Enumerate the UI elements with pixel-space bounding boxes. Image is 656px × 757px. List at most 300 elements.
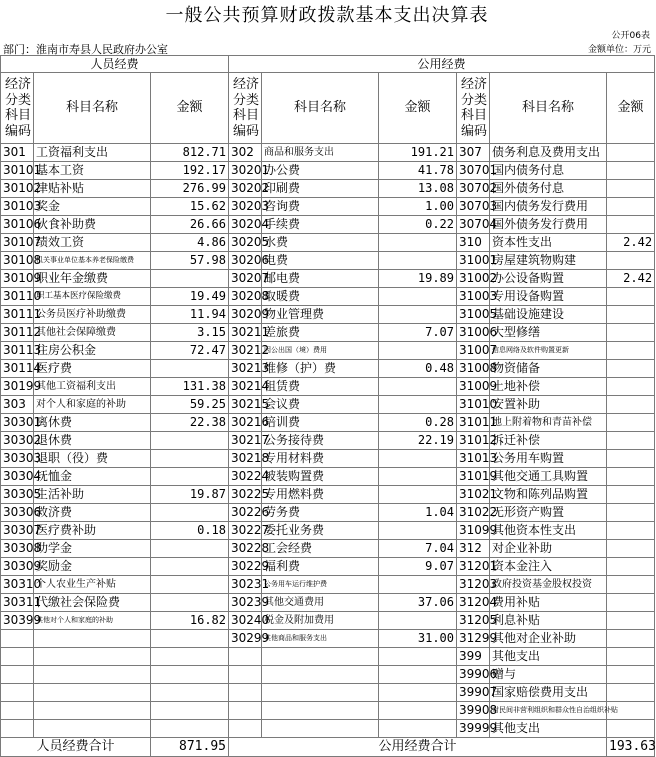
- cell-code: 30307: [1, 522, 34, 540]
- cell-amount: [607, 324, 655, 342]
- cell-amount: [379, 576, 457, 594]
- group-personnel: 人员经费: [1, 56, 229, 73]
- cell-code: 30102: [1, 180, 34, 198]
- cell-amount: 22.38: [151, 414, 229, 432]
- cell-name: 国内债务发行费用: [490, 198, 607, 216]
- cell-code: 30702: [457, 180, 490, 198]
- cell-amount: [379, 378, 457, 396]
- table-row: [1, 414, 655, 432]
- cell-name: 个人农业生产补贴: [34, 576, 151, 594]
- cell-amount: [607, 144, 655, 162]
- cell-name: 其他对企业补助: [490, 630, 607, 648]
- cell-code: 30306: [1, 504, 34, 522]
- cell-name: 专用材料费: [262, 450, 379, 468]
- cell-name: 被装购置费: [262, 468, 379, 486]
- table-row: [1, 432, 655, 450]
- cell-code: 30310: [1, 576, 34, 594]
- cell-code: 30114: [1, 360, 34, 378]
- cell-name: 其他交通费用: [262, 594, 379, 612]
- cell-code: [229, 684, 262, 702]
- header-amount: 金额: [379, 73, 457, 144]
- cell-amount: [607, 414, 655, 432]
- header-code-line: 经济: [233, 77, 260, 92]
- cell-amount: [607, 306, 655, 324]
- cell-code: 30701: [457, 162, 490, 180]
- cell-code: 31002: [457, 270, 490, 288]
- table-row: [1, 630, 655, 648]
- cell-name: 手续费: [262, 216, 379, 234]
- cell-code: 30226: [229, 504, 262, 522]
- cell-amount: [379, 612, 457, 630]
- cell-name: 资本性支出: [490, 234, 607, 252]
- cell-name: 津贴补贴: [34, 180, 151, 198]
- cell-name: 救济费: [34, 504, 151, 522]
- cell-code: 31201: [457, 558, 490, 576]
- cell-code: 30201: [229, 162, 262, 180]
- cell-amount: 11.94: [151, 306, 229, 324]
- cell-code: 31001: [457, 252, 490, 270]
- cell-name: 国外债务发行费用: [490, 216, 607, 234]
- cell-amount: 0.28: [379, 414, 457, 432]
- header-name: 科目名称: [262, 73, 379, 144]
- header-code-line: 编码: [5, 123, 32, 139]
- cell-code: 30218: [229, 450, 262, 468]
- cell-name: 租赁费: [262, 378, 379, 396]
- cell-amount: [379, 684, 457, 702]
- cell-code: 30303: [1, 450, 34, 468]
- cell-amount: [607, 594, 655, 612]
- cell-amount: 26.66: [151, 216, 229, 234]
- cell-code: 30109: [1, 270, 34, 288]
- cell-name: 费用补贴: [490, 594, 607, 612]
- cell-code: 30113: [1, 342, 34, 360]
- cell-code: 30211: [229, 324, 262, 342]
- cell-code: 30214: [229, 378, 262, 396]
- cell-amount: [607, 612, 655, 630]
- cell-name: 差旅费: [262, 324, 379, 342]
- cell-name: 其他支出: [490, 648, 607, 666]
- cell-code: 307: [457, 144, 490, 162]
- cell-amount: [151, 360, 229, 378]
- cell-amount: 22.19: [379, 432, 457, 450]
- cell-amount: [379, 666, 457, 684]
- cell-code: 31006: [457, 324, 490, 342]
- cell-amount: [607, 360, 655, 378]
- cell-name: 离休费: [34, 414, 151, 432]
- header-code-line: 科目: [461, 108, 488, 123]
- table-row: [1, 504, 655, 522]
- cell-name: 奖金: [34, 198, 151, 216]
- cell-amount: [379, 450, 457, 468]
- cell-name: 咨询费: [262, 198, 379, 216]
- cell-amount: [151, 558, 229, 576]
- cell-name: [34, 648, 151, 666]
- table-row: [1, 396, 655, 414]
- cell-name: 伙食补助费: [34, 216, 151, 234]
- cell-code: 30227: [229, 522, 262, 540]
- cell-code: 30207: [229, 270, 262, 288]
- cell-code: 30311: [1, 594, 34, 612]
- cell-code: 30309: [1, 558, 34, 576]
- cell-name: 印刷费: [262, 180, 379, 198]
- header-code: [1, 73, 34, 144]
- cell-name: 债务利息及费用支出: [490, 144, 607, 162]
- cell-name: 赠与: [490, 666, 607, 684]
- cell-name: 公务接待费: [262, 432, 379, 450]
- cell-code: 30108: [1, 252, 34, 270]
- cell-code: 31005: [457, 306, 490, 324]
- table-row: [1, 234, 655, 252]
- cell-code: 31205: [457, 612, 490, 630]
- cell-code: 30224: [229, 468, 262, 486]
- group-public: 公用经费: [229, 56, 655, 73]
- header-code-line: 编码: [461, 123, 488, 139]
- cell-amount: [379, 396, 457, 414]
- page-title: 一般公共预算财政拨款基本支出决算表: [165, 5, 489, 26]
- cell-amount: 7.04: [379, 540, 457, 558]
- cell-amount: [607, 504, 655, 522]
- cell-name: [262, 702, 379, 720]
- totals-row: [1, 738, 655, 757]
- header-code-line: 编码: [233, 123, 260, 139]
- cell-amount: 13.08: [379, 180, 457, 198]
- cell-name: 助学金: [34, 540, 151, 558]
- cell-name: 福利费: [262, 558, 379, 576]
- cell-code: 399: [457, 648, 490, 666]
- cell-amount: [607, 216, 655, 234]
- cell-code: 30305: [1, 486, 34, 504]
- cell-amount: 131.38: [151, 378, 229, 396]
- cell-amount: [379, 252, 457, 270]
- cell-amount: 0.48: [379, 360, 457, 378]
- cell-code: 310: [457, 234, 490, 252]
- cell-name: [34, 684, 151, 702]
- cell-name: 职业年金缴费: [34, 270, 151, 288]
- cell-code: 30228: [229, 540, 262, 558]
- cell-name: 办公费: [262, 162, 379, 180]
- cell-amount: 31.00: [379, 630, 457, 648]
- header-code-line: 经济: [5, 77, 32, 92]
- cell-name: 其他对个人和家庭的补助: [34, 612, 151, 630]
- cell-code: 30308: [1, 540, 34, 558]
- cell-name: 职工基本医疗保险缴费: [34, 288, 151, 306]
- cell-name: [262, 720, 379, 738]
- table-row: [1, 252, 655, 270]
- cell-amount: [151, 576, 229, 594]
- cell-amount: [151, 630, 229, 648]
- cell-name: 其他交通工具购置: [490, 468, 607, 486]
- cell-amount: 0.22: [379, 216, 457, 234]
- cell-code: 30110: [1, 288, 34, 306]
- table-row: [1, 306, 655, 324]
- cell-code: [1, 684, 34, 702]
- cell-amount: [151, 666, 229, 684]
- cell-amount: [607, 288, 655, 306]
- cell-code: [229, 648, 262, 666]
- cell-name: 大型修缮: [490, 324, 607, 342]
- cell-amount: [151, 504, 229, 522]
- cell-amount: [607, 558, 655, 576]
- header-name: 科目名称: [34, 73, 151, 144]
- cell-amount: 59.25: [151, 396, 229, 414]
- cell-code: 30240: [229, 612, 262, 630]
- cell-code: [1, 702, 34, 720]
- cell-amount: 2.42: [607, 234, 655, 252]
- table-row: [1, 486, 655, 504]
- cell-code: 30204: [229, 216, 262, 234]
- cell-code: 30399: [1, 612, 34, 630]
- header-amount: 金额: [151, 73, 229, 144]
- cell-name: 电费: [262, 252, 379, 270]
- cell-amount: 1.04: [379, 504, 457, 522]
- cell-code: 30217: [229, 432, 262, 450]
- cell-code: 30103: [1, 198, 34, 216]
- cell-name: 土地补偿: [490, 378, 607, 396]
- table-row: [1, 540, 655, 558]
- cell-amount: [151, 270, 229, 288]
- cell-code: 31013: [457, 450, 490, 468]
- cell-name: 取暖费: [262, 288, 379, 306]
- cell-name: 生活补助: [34, 486, 151, 504]
- cell-amount: [607, 486, 655, 504]
- cell-code: 39999: [457, 720, 490, 738]
- table-row: [1, 180, 655, 198]
- cell-amount: 812.71: [151, 144, 229, 162]
- cell-code: 39907: [457, 684, 490, 702]
- cell-name: 物业管理费: [262, 306, 379, 324]
- cell-name: 国内债务付息: [490, 162, 607, 180]
- cell-code: 30299: [229, 630, 262, 648]
- cell-name: 水费: [262, 234, 379, 252]
- table-row: [1, 270, 655, 288]
- cell-code: 30209: [229, 306, 262, 324]
- cell-name: 无形资产购置: [490, 504, 607, 522]
- cell-name: 税金及附加费用: [262, 612, 379, 630]
- cell-name: 退职（役）费: [34, 450, 151, 468]
- cell-amount: [607, 396, 655, 414]
- cell-code: 30205: [229, 234, 262, 252]
- table-row: [1, 144, 655, 162]
- cell-amount: 57.98: [151, 252, 229, 270]
- cell-amount: [151, 450, 229, 468]
- public-total-label: 公用经费合计: [229, 738, 607, 757]
- cell-code: [1, 648, 34, 666]
- cell-name: 文物和陈列品购置: [490, 486, 607, 504]
- cell-code: 31009: [457, 378, 490, 396]
- cell-amount: 3.15: [151, 324, 229, 342]
- cell-name: [262, 666, 379, 684]
- cell-name: 维修（护）费: [262, 360, 379, 378]
- unit-label: 金额单位：万元: [587, 45, 651, 55]
- cell-name: 其他社会保障缴费: [34, 324, 151, 342]
- cell-code: 30202: [229, 180, 262, 198]
- header-code: [457, 73, 490, 144]
- table-row: [1, 378, 655, 396]
- cell-code: 31003: [457, 288, 490, 306]
- cell-name: 其他支出: [490, 720, 607, 738]
- cell-code: 312: [457, 540, 490, 558]
- cell-amount: [151, 648, 229, 666]
- cell-amount: [607, 342, 655, 360]
- cell-amount: [607, 180, 655, 198]
- cell-code: 30203: [229, 198, 262, 216]
- form-code: 公开06表: [611, 31, 650, 41]
- cell-amount: [607, 666, 655, 684]
- cell-amount: [607, 720, 655, 738]
- cell-amount: 4.86: [151, 234, 229, 252]
- cell-code: 30304: [1, 468, 34, 486]
- cell-name: 工资福利支出: [34, 144, 151, 162]
- table-row: [1, 558, 655, 576]
- cell-amount: [607, 198, 655, 216]
- cell-amount: [607, 540, 655, 558]
- header-code-line: 分类: [5, 92, 32, 108]
- cell-amount: [151, 468, 229, 486]
- table-row: [1, 324, 655, 342]
- personnel-total-label: 人员经费合计: [1, 738, 151, 757]
- cell-name: 代缴社会保险费: [34, 594, 151, 612]
- cell-code: 31010: [457, 396, 490, 414]
- header-name: 科目名称: [490, 73, 607, 144]
- table-row: [1, 576, 655, 594]
- personnel-total-amount: 871.95: [151, 738, 229, 757]
- cell-name: 邮电费: [262, 270, 379, 288]
- cell-amount: [379, 648, 457, 666]
- cell-amount: 192.17: [151, 162, 229, 180]
- cell-amount: [151, 684, 229, 702]
- cell-amount: 2.42: [607, 270, 655, 288]
- cell-name: 对个人和家庭的补助: [34, 396, 151, 414]
- cell-amount: 41.78: [379, 162, 457, 180]
- cell-name: 会议费: [262, 396, 379, 414]
- cell-code: [1, 630, 34, 648]
- cell-code: 30208: [229, 288, 262, 306]
- cell-code: 31299: [457, 630, 490, 648]
- column-header-row: [1, 73, 655, 144]
- cell-code: 31021: [457, 486, 490, 504]
- cell-amount: [379, 702, 457, 720]
- cell-amount: [379, 342, 457, 360]
- cell-amount: [607, 432, 655, 450]
- cell-code: 30199: [1, 378, 34, 396]
- cell-amount: [151, 594, 229, 612]
- cell-name: 利息补贴: [490, 612, 607, 630]
- cell-code: 30301: [1, 414, 34, 432]
- table-row: [1, 720, 655, 738]
- cell-amount: 19.87: [151, 486, 229, 504]
- cell-code: 31012: [457, 432, 490, 450]
- table-row: [1, 666, 655, 684]
- cell-name: 其他商品和服务支出: [262, 630, 379, 648]
- cell-name: [34, 630, 151, 648]
- cell-name: 其他工资福利支出: [34, 378, 151, 396]
- cell-amount: [151, 432, 229, 450]
- cell-amount: [607, 630, 655, 648]
- expenditure-table: [0, 55, 655, 757]
- cell-name: 国外债务付息: [490, 180, 607, 198]
- cell-code: [229, 702, 262, 720]
- table-row: [1, 522, 655, 540]
- cell-code: 30225: [229, 486, 262, 504]
- cell-name: 住房公积金: [34, 342, 151, 360]
- cell-name: [34, 666, 151, 684]
- cell-name: 国家赔偿费用支出: [490, 684, 607, 702]
- department-label: 部门：淮南市寿县人民政府办公室: [3, 43, 168, 56]
- cell-name: 基础设施建设: [490, 306, 607, 324]
- cell-code: 31007: [457, 342, 490, 360]
- header-amount: 金额: [607, 73, 655, 144]
- cell-name: 培训费: [262, 414, 379, 432]
- cell-amount: [379, 468, 457, 486]
- cell-amount: 1.00: [379, 198, 457, 216]
- cell-amount: [379, 288, 457, 306]
- cell-amount: [607, 522, 655, 540]
- cell-code: 30212: [229, 342, 262, 360]
- cell-code: 31204: [457, 594, 490, 612]
- cell-code: 31019: [457, 468, 490, 486]
- cell-name: [34, 702, 151, 720]
- cell-code: 303: [1, 396, 34, 414]
- cell-code: 302: [229, 144, 262, 162]
- cell-amount: 9.07: [379, 558, 457, 576]
- cell-name: 基本工资: [34, 162, 151, 180]
- cell-code: 30106: [1, 216, 34, 234]
- cell-name: 奖励金: [34, 558, 151, 576]
- cell-name: 医疗费: [34, 360, 151, 378]
- header-code: [229, 73, 262, 144]
- cell-name: 对企业补助: [490, 540, 607, 558]
- cell-amount: 7.07: [379, 324, 457, 342]
- cell-amount: [151, 702, 229, 720]
- cell-name: 机关事业单位基本养老保险缴费: [34, 252, 151, 270]
- cell-amount: [607, 378, 655, 396]
- cell-name: 商品和服务支出: [262, 144, 379, 162]
- cell-name: 劳务费: [262, 504, 379, 522]
- cell-amount: [607, 252, 655, 270]
- cell-name: [262, 648, 379, 666]
- cell-name: 信息网络及软件购置更新: [490, 342, 607, 360]
- cell-name: 办公设备购置: [490, 270, 607, 288]
- cell-amount: 72.47: [151, 342, 229, 360]
- cell-code: 30213: [229, 360, 262, 378]
- cell-amount: [607, 576, 655, 594]
- table-row: [1, 684, 655, 702]
- cell-name: 地上附着物和青苗补偿: [490, 414, 607, 432]
- cell-name: 工会经费: [262, 540, 379, 558]
- cell-name: 专用设备购置: [490, 288, 607, 306]
- cell-name: 资本金注入: [490, 558, 607, 576]
- cell-name: 公务用车购置: [490, 450, 607, 468]
- cell-amount: [607, 684, 655, 702]
- cell-name: 其他资本性支出: [490, 522, 607, 540]
- cell-amount: [607, 468, 655, 486]
- header-code-line: 经济: [461, 77, 488, 92]
- cell-code: 30215: [229, 396, 262, 414]
- public-total-amount: 193.63: [607, 738, 655, 757]
- cell-code: 30111: [1, 306, 34, 324]
- table-row: [1, 198, 655, 216]
- table-row: [1, 450, 655, 468]
- cell-name: 政府投资基金股权投资: [490, 576, 607, 594]
- cell-code: 39908: [457, 702, 490, 720]
- cell-code: 30107: [1, 234, 34, 252]
- table-row: [1, 594, 655, 612]
- cell-amount: 0.18: [151, 522, 229, 540]
- cell-amount: 276.99: [151, 180, 229, 198]
- cell-code: 30239: [229, 594, 262, 612]
- cell-code: 30206: [229, 252, 262, 270]
- table-row: [1, 342, 655, 360]
